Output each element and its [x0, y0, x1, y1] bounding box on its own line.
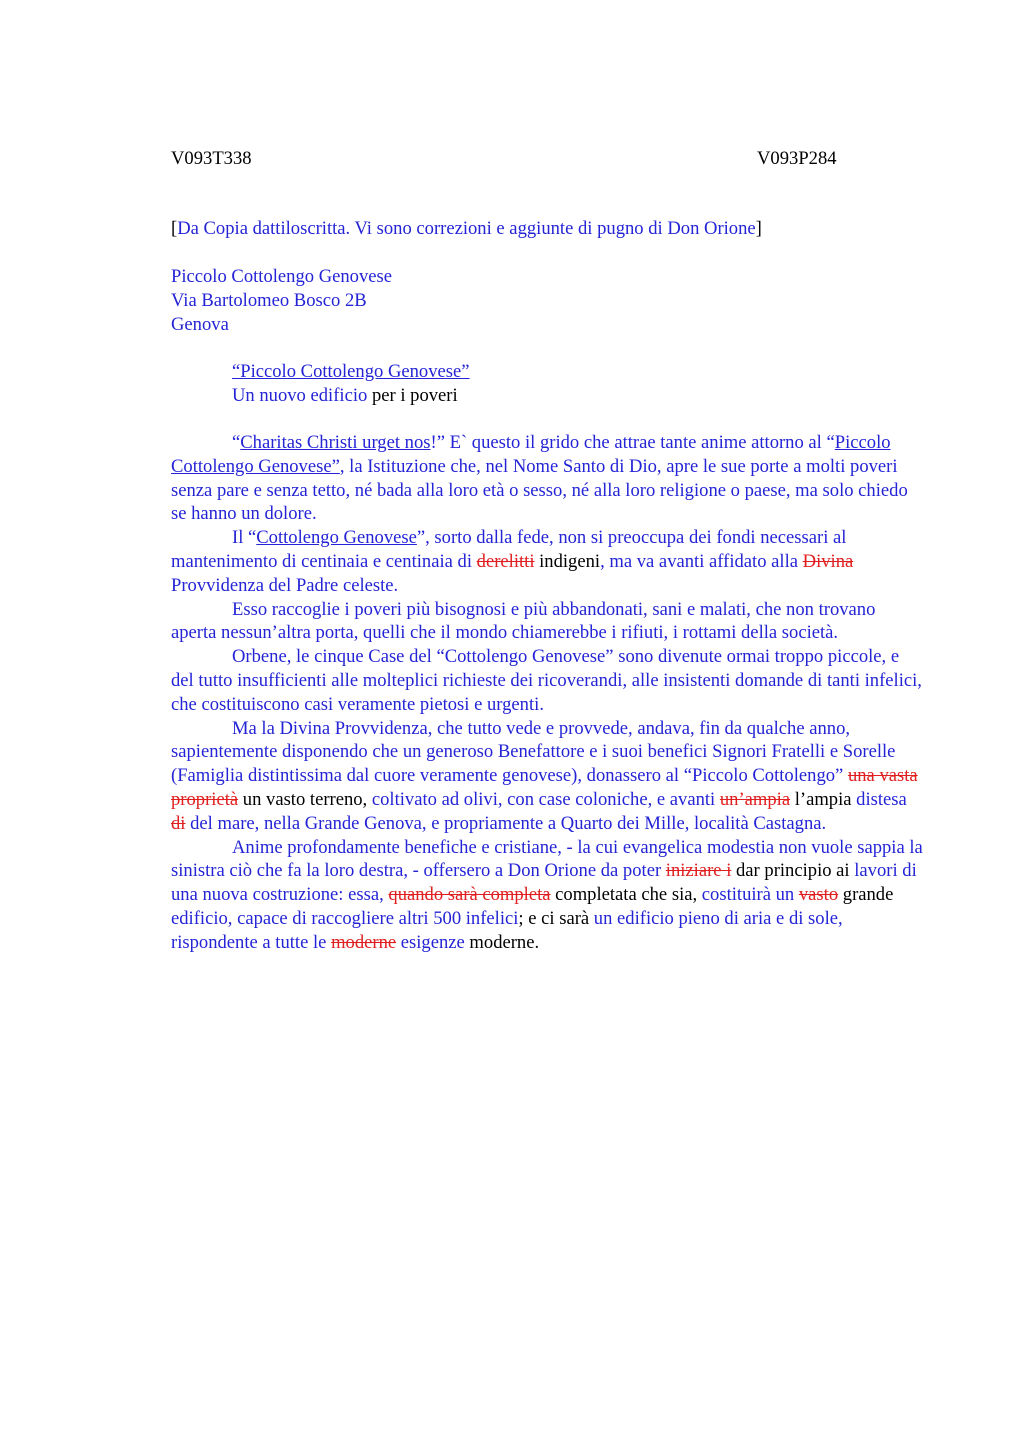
p2-deletion-1: derelitti	[476, 550, 535, 572]
p6-mid-4: un edificio pieno di aria e di sole, rispondente a tutte le	[171, 907, 843, 953]
paragraph-4: Orbene, le cinque Case del “Cottolengo Genovese” sono divenute ormai troppo piccole, e del tutto insufficienti alle molteplici richieste dei ricoverandi, alle insistenti domande di tanti infelici, che costituiscono casi veramente pietosi e urgenti.	[171, 646, 922, 715]
p5-end: del mare, nella Grande Genova, e propriamente a Quarto dei Mille, località Castagna.	[185, 812, 827, 834]
p1-latin-motto: Charitas Christi urget nos	[240, 432, 431, 453]
p6-deletion-1: iniziare i	[665, 860, 732, 882]
document-code-left: V093T338	[171, 148, 252, 169]
p1-rest: , la Istituzione che, nel Nome Santo di Dio, apre le sue porte a molti poveri senza pare e senza tetto, né bada alla loro età o sesso, né alla loro religione o paese, ma solo chiedo se hanno un dolore.	[171, 455, 908, 525]
p6-mid-1: lavori di una nuova costruzione: essa,	[171, 860, 917, 906]
subtitle-blue: Un nuovo edificio	[232, 384, 368, 406]
p5-deletion-1: una vasta proprietà	[171, 765, 918, 810]
p1-after-motto: !” E` questo il grido che attrae tante anime attorno al	[430, 432, 822, 453]
paragraph-3: Esso raccoglie i poveri più bisognosi e più abbandonati, sani e malati, che non trovano aperta nessun’altra porta, quelli che il mondo chiamerebbe i rifiuti, i rottami della società.	[171, 598, 876, 644]
address-line-3: Genova	[171, 313, 229, 335]
title-subtitle	[232, 384, 470, 408]
address-line-2: Via Bartolomeo Bosco 2B	[171, 289, 367, 311]
p2-institution-name: Cottolengo Genovese	[256, 527, 417, 549]
p2-mid: ”, sorto dalla fede, non si preoccupa dei fondi necessari al mantenimento di centinaia e centinaia di	[171, 527, 847, 572]
p2-end: Provvidenza del Padre celeste.	[171, 574, 399, 596]
paragraph-1	[171, 431, 925, 526]
note-open-bracket: [	[171, 218, 178, 239]
p6-insertion-3: grande	[838, 884, 894, 906]
p6-mid-5: esigenze	[396, 931, 465, 953]
subtitle-black: per i poveri	[367, 384, 458, 406]
note-close-bracket: ]	[755, 218, 762, 239]
paragraph-5	[171, 717, 925, 836]
paragraph-2	[171, 526, 925, 597]
p5-insertion-1: un vasto terreno,	[238, 788, 368, 810]
p5-mid-2: distesa	[851, 788, 907, 810]
document-code-right: V093P284	[757, 148, 837, 169]
address-line-1: Piccolo Cottolengo Genovese	[171, 266, 393, 287]
p2-insertion-1: indigeni	[534, 550, 601, 572]
document-page	[171, 147, 925, 953]
p6-insertion-5: moderne.	[464, 931, 540, 953]
article-title	[232, 360, 470, 408]
p6-insertion-2: completata che sia,	[550, 884, 698, 906]
p2-start: Il “	[232, 527, 257, 549]
p5-mid-1: coltivato ad olivi, con case coloniche, e avanti	[367, 788, 720, 810]
editorial-note	[171, 217, 762, 241]
p5-deletion-2: un’ampia	[719, 788, 791, 810]
p5-insertion-2: l’ampia	[790, 788, 852, 810]
p1-quote2-open: “	[826, 432, 835, 453]
p6-deletion-3: vasto	[798, 884, 839, 906]
paragraph-6	[171, 836, 925, 955]
p6-mid-3: edificio, capace di raccogliere altri 500 infelici	[171, 907, 519, 929]
p1-institution-name: Piccolo Cottolengo Genovese”	[171, 432, 891, 477]
p6-mid-2: costituirà un	[697, 884, 799, 906]
p2-deletion-2: Divina	[802, 550, 854, 572]
p5-start: Ma la Divina Provvidenza, che tutto vede e provvede, andava, fin da qualche anno, sapientemente disponendo che un generoso Benefattore e i suoi benefici Signori Fratelli e Sorelle (Famiglia distintissima dal cuore veramente genovese), donassero al “Piccolo Cottolengo”	[171, 717, 896, 787]
p6-deletion-2: quando sarà completa	[388, 884, 551, 906]
p5-deletion-3: di	[171, 812, 186, 834]
header-codes	[171, 147, 925, 171]
p6-deletion-4: moderne	[331, 931, 397, 953]
p6-insertion-1: dar principio ai	[731, 860, 850, 882]
p6-start: Anime profondamente benefiche e cristiane, - la cui evangelica modestia non vuole sappia la sinistra ciò che fa la loro destra, - offersero a Don Orione da poter	[171, 836, 923, 882]
p6-insertion-4: ; e ci sarà	[518, 907, 590, 929]
article-body	[171, 431, 925, 955]
p1-quote-open: “	[232, 432, 241, 453]
title-name: “Piccolo Cottolengo Genovese”	[232, 361, 470, 382]
note-text: Da Copia dattiloscritta. Vi sono correzioni e aggiunte di pugno di Don Orione	[177, 218, 756, 239]
p2-mid-2: , ma va avanti affidato alla	[600, 550, 803, 572]
address-block	[171, 265, 392, 336]
